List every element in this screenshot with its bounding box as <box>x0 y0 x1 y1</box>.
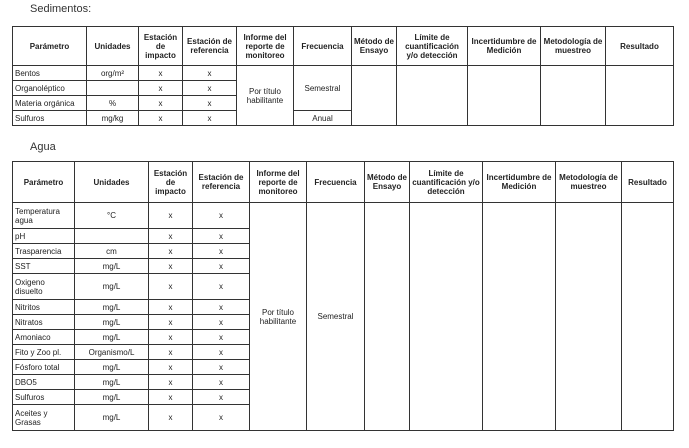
impacto-cell: x <box>149 203 193 229</box>
unit-cell <box>87 81 139 96</box>
unit-cell: mg/L <box>75 390 149 405</box>
referencia-cell: x <box>183 81 237 96</box>
frecuencia-semestral-cell: Semestral <box>294 66 352 111</box>
impacto-cell: x <box>149 274 193 300</box>
referencia-cell: x <box>193 375 250 390</box>
impacto-cell: x <box>139 81 183 96</box>
agua-header-unidades: Unidades <box>75 162 149 203</box>
impacto-cell: x <box>149 229 193 244</box>
impacto-cell: x <box>149 244 193 259</box>
referencia-cell: x <box>183 96 237 111</box>
impacto-cell: x <box>149 360 193 375</box>
informe-cell: Por título habilitante <box>237 66 294 126</box>
table-row <box>13 66 674 81</box>
param-cell: Bentos <box>13 66 87 81</box>
resultado-cell <box>606 66 674 126</box>
sed-header-metodo: Método de Ensayo <box>352 27 397 66</box>
sed-header-parametro: Parámetro <box>13 27 87 66</box>
sed-header-impacto: Estación de impacto <box>139 27 183 66</box>
impacto-cell: x <box>149 405 193 431</box>
referencia-cell: x <box>193 300 250 315</box>
agua-header-resultado: Resultado <box>622 162 674 203</box>
resultado-cell <box>622 203 674 431</box>
referencia-cell: x <box>193 315 250 330</box>
sed-header-referencia: Estación de referencia <box>183 27 237 66</box>
referencia-cell: x <box>193 203 250 229</box>
agua-header-impacto: Estación de impacto <box>149 162 193 203</box>
limite-cell <box>410 203 483 431</box>
param-cell: SST <box>13 259 75 274</box>
impacto-cell: x <box>149 300 193 315</box>
referencia-cell: x <box>193 360 250 375</box>
param-cell: Aceites y Grasas <box>13 405 75 431</box>
unit-cell <box>75 229 149 244</box>
impacto-cell: x <box>139 66 183 81</box>
agua-header-limite: Límite de cuantificación y/o detección <box>410 162 483 203</box>
unit-cell: % <box>87 96 139 111</box>
metodo-cell <box>365 203 410 431</box>
param-cell: Organoléptico <box>13 81 87 96</box>
agua-header-frecuencia: Frecuencia <box>307 162 365 203</box>
sed-header-metodologia: Metodología de muestreo <box>541 27 606 66</box>
sedimentos-table <box>12 26 674 126</box>
param-cell: Amoniaco <box>13 330 75 345</box>
sed-header-informe: Informe del reporte de monitoreo <box>237 27 294 66</box>
sed-header-limite: Límite de cuantificación y/o detección <box>397 27 468 66</box>
limite-cell <box>397 66 468 126</box>
unit-cell: mg/L <box>75 315 149 330</box>
referencia-cell: x <box>193 345 250 360</box>
agua-header-referencia: Estación de referencia <box>193 162 250 203</box>
unit-cell: mg/L <box>75 405 149 431</box>
referencia-cell: x <box>193 259 250 274</box>
param-cell: DBO5 <box>13 375 75 390</box>
metodologia-cell <box>541 66 606 126</box>
param-cell: Sulfuros <box>13 390 75 405</box>
frecuencia-cell: Semestral <box>307 203 365 431</box>
impacto-cell: x <box>149 375 193 390</box>
unit-cell: org/m² <box>87 66 139 81</box>
referencia-cell: x <box>193 330 250 345</box>
referencia-cell: x <box>193 244 250 259</box>
param-cell: Oxigeno disuelto <box>13 274 75 300</box>
unit-cell: Organismo/L <box>75 345 149 360</box>
table-row <box>13 203 674 229</box>
agua-header-parametro: Parámetro <box>13 162 75 203</box>
impacto-cell: x <box>139 111 183 126</box>
unit-cell: mg/L <box>75 375 149 390</box>
agua-title: Agua <box>30 141 56 153</box>
param-cell: Trasparencia <box>13 244 75 259</box>
agua-header-metodo: Método de Ensayo <box>365 162 410 203</box>
param-cell: Nitratos <box>13 315 75 330</box>
unit-cell: cm <box>75 244 149 259</box>
sed-header-frecuencia: Frecuencia <box>294 27 352 66</box>
referencia-cell: x <box>193 274 250 300</box>
impacto-cell: x <box>149 259 193 274</box>
sed-header-unidades: Unidades <box>87 27 139 66</box>
metodologia-cell <box>556 203 622 431</box>
param-cell: pH <box>13 229 75 244</box>
referencia-cell: x <box>183 66 237 81</box>
unit-cell: mg/L <box>75 300 149 315</box>
referencia-cell: x <box>193 405 250 431</box>
param-cell: Nitritos <box>13 300 75 315</box>
impacto-cell: x <box>149 330 193 345</box>
agua-table <box>12 161 674 431</box>
referencia-cell: x <box>193 229 250 244</box>
unit-cell: mg/L <box>75 259 149 274</box>
unit-cell: mg/L <box>75 274 149 300</box>
frecuencia-anual-cell: Anual <box>294 111 352 126</box>
impacto-cell: x <box>139 96 183 111</box>
referencia-cell: x <box>183 111 237 126</box>
unit-cell: mg/kg <box>87 111 139 126</box>
unit-cell: °C <box>75 203 149 229</box>
incertidumbre-cell <box>468 66 541 126</box>
param-cell: Temperatura agua <box>13 203 75 229</box>
impacto-cell: x <box>149 345 193 360</box>
unit-cell: mg/L <box>75 360 149 375</box>
agua-header-informe: Informe del reporte de monitoreo <box>250 162 307 203</box>
metodo-cell <box>352 66 397 126</box>
sedimentos-title: Sedimentos: <box>30 3 92 15</box>
impacto-cell: x <box>149 390 193 405</box>
param-cell: Sulfuros <box>13 111 87 126</box>
sed-header-incertidumbre: Incertidumbre de Medición <box>468 27 541 66</box>
sed-header-resultado: Resultado <box>606 27 674 66</box>
unit-cell: mg/L <box>75 330 149 345</box>
referencia-cell: x <box>193 390 250 405</box>
informe-cell: Por título habilitante <box>250 203 307 431</box>
param-cell: Materia orgánica <box>13 96 87 111</box>
param-cell: Fito y Zoo pl. <box>13 345 75 360</box>
agua-header-incertidumbre: Incertidumbre de Medición <box>483 162 556 203</box>
incertidumbre-cell <box>483 203 556 431</box>
param-cell: Fósforo total <box>13 360 75 375</box>
agua-header-metodologia: Metodología de muestreo <box>556 162 622 203</box>
impacto-cell: x <box>149 315 193 330</box>
